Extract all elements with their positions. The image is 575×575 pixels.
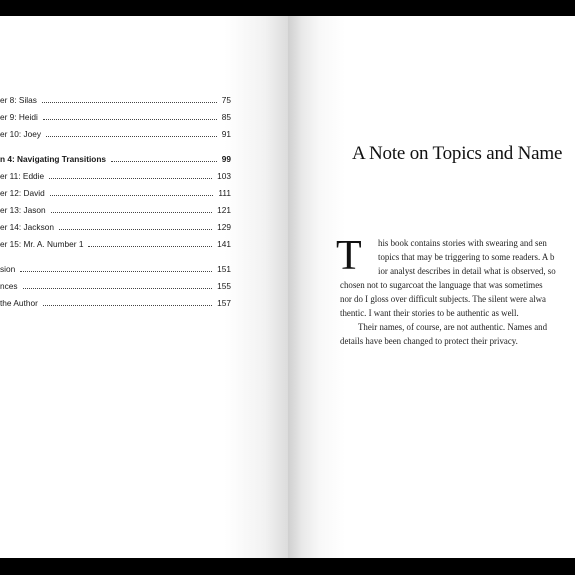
toc-entry (0, 277, 231, 291)
right-page-note (288, 16, 575, 558)
toc-entry-title: er 8: Silas (0, 95, 37, 105)
left-page-table-of-contents (0, 16, 288, 558)
toc-entry-title: er 13: Jason (0, 205, 46, 215)
toc-entry-title: er 15: Mr. A. Number 1 (0, 239, 84, 249)
toc-dot-leader (51, 212, 212, 213)
toc-dot-leader (23, 288, 213, 289)
body-line: ior analyst describes in detail what is observed, so (378, 266, 556, 276)
toc-entry-title: n 4: Navigating Transitions (0, 154, 107, 164)
toc-entry (0, 201, 231, 215)
toc-entry (0, 294, 231, 308)
toc-entry-page: 85 (221, 112, 231, 122)
toc-entry-title: er 12: David (0, 188, 45, 198)
toc-dot-leader (50, 195, 214, 196)
toc-entry (0, 91, 231, 105)
toc-dot-leader (49, 178, 212, 179)
body-line: topics that may be triggering to some readers. A b (378, 252, 555, 262)
drop-cap: T (336, 233, 362, 279)
toc-entry-page: 151 (217, 264, 231, 274)
toc-entry (0, 167, 231, 181)
toc-entry-title: sion (0, 264, 16, 274)
toc-entry-page: 157 (217, 298, 231, 308)
toc-entry (0, 235, 231, 249)
toc-entry-title: er 14: Jackson (0, 222, 54, 232)
toc-entry-title: er 11: Eddie (0, 171, 45, 181)
toc-entry-title: er 9: Heidi (0, 112, 38, 122)
toc-entry (0, 108, 231, 122)
toc-dot-leader (43, 305, 212, 306)
toc-dot-leader (43, 119, 217, 120)
toc-entry-title: er 10: Joey (0, 129, 42, 139)
body-line: nor do I gloss over difficult subjects. The silent were alwa (340, 294, 546, 304)
toc-dot-leader (111, 161, 217, 162)
toc-entry (0, 260, 231, 274)
toc-dot-leader (59, 229, 212, 230)
toc-entry-page: 111 (218, 188, 231, 198)
note-body (336, 233, 575, 348)
toc-section-entry (0, 150, 231, 164)
toc-entry-page: 103 (217, 171, 231, 181)
toc-dot-leader (42, 102, 217, 103)
toc-dot-leader (20, 271, 212, 272)
body-line: thentic. I want their stories to be authentic as well. (340, 308, 519, 318)
toc-entry (0, 218, 231, 232)
toc-entry-page: 91 (221, 129, 231, 139)
body-line: his book contains stories with swearing and sen (378, 238, 547, 248)
toc-entry-page: 155 (217, 281, 231, 291)
note-heading: A Note on Topics and Name (352, 143, 563, 164)
toc-dot-leader (88, 246, 212, 247)
toc-entry-page: 129 (217, 222, 231, 232)
toc-entry (0, 184, 231, 198)
toc-entry-page: 75 (221, 95, 231, 105)
toc-dot-leader (46, 136, 217, 137)
body-line: chosen not to sugarcoat the language that was sometimes (340, 280, 543, 290)
toc-entry-page: 121 (217, 205, 231, 215)
toc-entry-title: nces (0, 281, 18, 291)
toc-entry-title: the Author (0, 298, 38, 308)
body-line: Their names, of course, are not authentic. Names and (358, 322, 548, 332)
toc-entry (0, 125, 231, 139)
book-spread (0, 16, 575, 558)
toc-entry-page: 99 (221, 154, 231, 164)
body-line: details have been changed to protect their privacy. (340, 336, 518, 346)
toc-entry-page: 141 (217, 239, 231, 249)
